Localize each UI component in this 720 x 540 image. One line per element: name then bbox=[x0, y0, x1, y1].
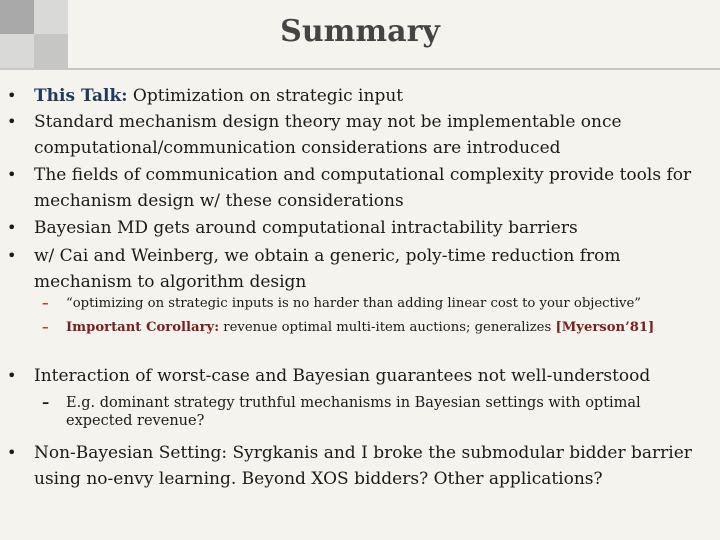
dash-marker: – bbox=[42, 320, 49, 335]
subbullet-lead: Important Corollary: bbox=[66, 320, 220, 335]
bullet-dot: • bbox=[7, 112, 17, 131]
bullet-text: Optimization on strategic input bbox=[127, 86, 404, 106]
bullet-dot: • bbox=[7, 218, 17, 237]
bullet-dot: • bbox=[7, 165, 17, 184]
bullet-dot: • bbox=[7, 443, 17, 462]
title-divider bbox=[0, 68, 720, 70]
bullet-dot: • bbox=[7, 246, 17, 265]
bullet-text: Non-Bayesian Setting: Syrgkanis and I broke the submodular bidder barrier using no-envy learning. Beyond XOS bidders? Other applications? bbox=[34, 443, 692, 489]
bullet-text: Interaction of worst-case and Bayesian guarantees not well-understood bbox=[34, 366, 651, 386]
citation: [Myerson’81] bbox=[555, 320, 655, 335]
slide-title: Summary bbox=[280, 14, 440, 49]
subbullet-text: E.g. dominant strategy truthful mechanisms in Bayesian settings with optimal expected revenue? bbox=[66, 395, 641, 429]
bullet-dot: • bbox=[7, 366, 17, 385]
bullet-dot: • bbox=[7, 86, 17, 105]
subbullet-text: revenue optimal multi-item auctions; generalizes bbox=[219, 320, 556, 335]
bullet-text: w/ Cai and Weinberg, we obtain a generic, poly-time reduction from mechanism to algorithm design bbox=[34, 246, 621, 292]
bullet-text: The fields of communication and computational complexity provide tools for mechanism design w/ these considerations bbox=[34, 165, 692, 211]
dash-marker: – bbox=[42, 394, 50, 411]
bullet-text: Bayesian MD gets around computational intractability barriers bbox=[34, 218, 578, 238]
bullet-lead: This Talk: bbox=[34, 86, 128, 106]
bullet-text: Standard mechanism design theory may not be implementable once computational/communication considerations are introduced bbox=[34, 112, 622, 158]
dash-marker: – bbox=[42, 296, 49, 311]
subbullet-text: “optimizing on strategic inputs is no harder than adding linear cost to your objective” bbox=[66, 296, 642, 311]
